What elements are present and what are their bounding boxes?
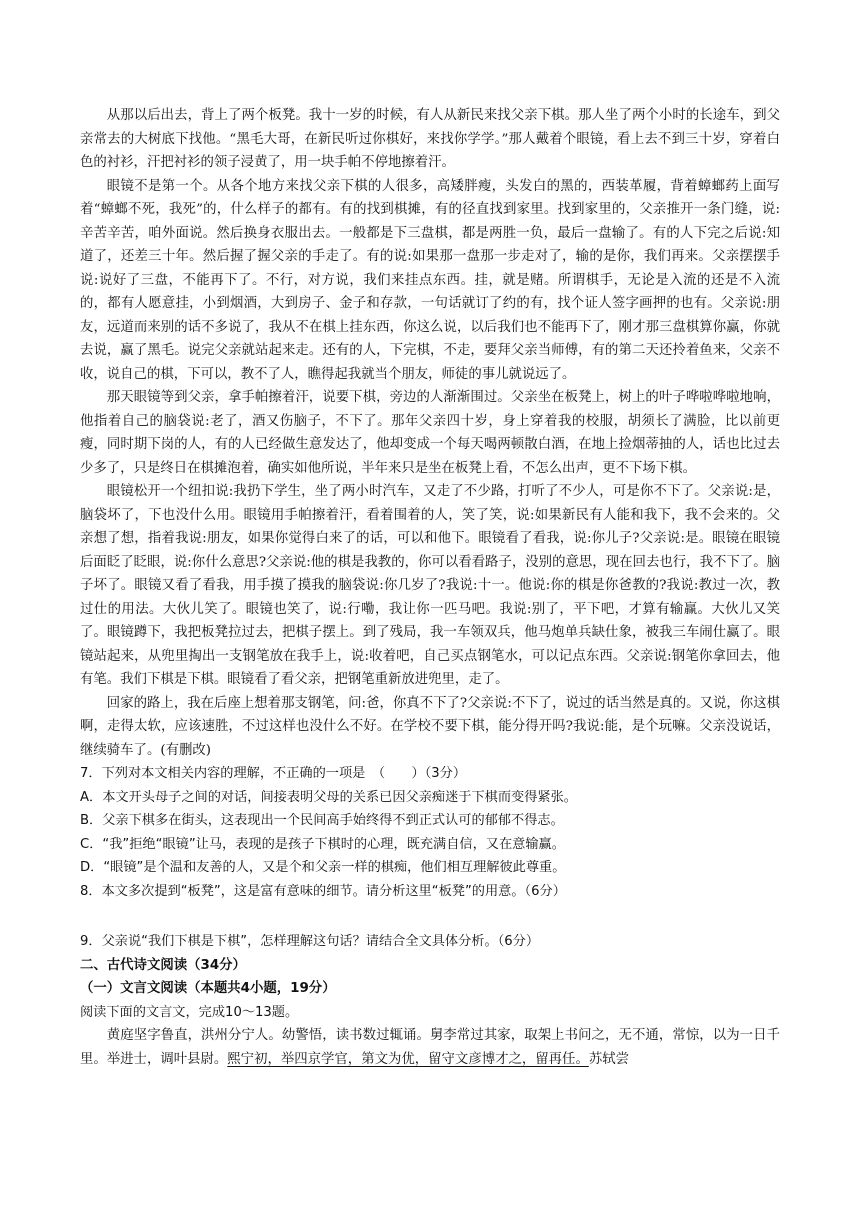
classical-text-tail: 苏轼尝 xyxy=(588,1051,630,1067)
section-2-subtitle: （一）文言文阅读（本题共4小题，19分） xyxy=(80,981,336,996)
question-7-option-a: A．本文开头母子之间的对话，间接表明父母的关系已因父亲痴迷于下棋而变得紧张。 xyxy=(80,789,577,805)
question-7-stem: 7．下列对本文相关内容的理解，不正确的一项是 （ ）（3分） xyxy=(80,766,467,781)
story-paragraph-3: 那天眼镜等到父亲，拿手帕擦着汗，说要下棋，旁边的人渐渐围过。父亲坐在板凳上，树上的叶子哗啦哗啦地响，他指着自己的脑袋说:老了，酒又伤脑子，不下了。那年父亲四十岁，身上穿着我的校服，胡须长了满脸，比以前更瘦，同时期下岗的人，有的人已经做生意发达了，他却变成一个每天喝两顿散白酒，在地上捡烟蒂抽的人，话也比过去少多了，只是终日在棋摊泡着，确实如他所说，半年来只是坐在板凳上看，不怎么出声，更不下场下棋。 xyxy=(80,390,780,476)
question-7-option-b: B．父亲下棋多在街头，这表现出一个民间高手始终得不到正式认可的郁郁不得志。 xyxy=(80,813,564,828)
question-9: 9．父亲说“我们下棋是下棋”，怎样理解这句话？请结合全文具体分析。（6分） xyxy=(80,934,540,949)
classical-text-paragraph xyxy=(80,1024,780,1071)
story-paragraph-4: 眼镜松开一个纽扣说:我扔下学生，坐了两小时汽车，又走了不少路，打听了不少人，可是你不下了。父亲说:是，脑袋坏了，下也没什么用。眼镜用手帕擦着汗，看着围着的人，笑了笑，说:如果新民有人能和我下，我不会来的。父亲想了想，指着我说:朋友，如果你觉得白来了的话，可以和他下。眼镜看了看我，说:你儿子?父亲说:是。眼镜在眼镜后面眨了眨眼，说:你什么意思?父亲说:他的棋是我教的，你可以看看路子，没别的意思，现在回去也行，我不下了。脑子坏了。眼镜又看了看我，用手摸了摸我的脑袋说:你几岁了?我说:十一。他说:你的棋是你爸教的?我说:教过一次，教过仕的用法。大伙儿笑了。眼镜也笑了，说:行嘞，我让你一匹马吧。我说:别了，平下吧，才算有输赢。大伙儿又笑了。眼镜蹲下，我把板凳拉过去，把棋子摆上。到了残局，我一车领双兵，他马炮单兵缺仕象，被我三车闹仕赢了。眼镜站起来，从兜里掏出一支钢笔放在我手上，说:收着吧，自己买点钢笔水，可以记点东西。父亲说:钢笔你拿回去，他有笔。我们下棋是下棋。眼镜看了看父亲，把钢笔重新放进兜里，走了。 xyxy=(80,484,780,687)
question-7-option-d: D．“眼镜”是个温和友善的人，又是个和父亲一样的棋痴，他们相互理解彼此尊重。 xyxy=(80,860,566,875)
answer-space xyxy=(80,903,780,930)
section-2-title: 二、古代诗文阅读（34分） xyxy=(80,957,246,973)
question-7-option-c: C．“我”拒绝“眼镜”让马，表现的是孩子下棋时的心理，既充满自信，又在意输赢。 xyxy=(80,836,565,852)
classical-text-underlined: 熙宁初，举四京学官，第文为优，留守文彦博才之，留再任。 xyxy=(227,1051,589,1067)
question-8: 8．本文多次提到“板凳”，这是富有意味的细节。请分析这里“板凳”的用意。（6分） xyxy=(80,883,566,899)
story-paragraph-2: 眼镜不是第一个。从各个地方来找父亲下棋的人很多，高矮胖瘦，头发白的黑的，西装革履，背着蟑螂药上面写着“蟑螂不死，我死”的，什么样子的都有。有的找到棋摊，有的径直找到家里。找到家里的，父亲推开一条门缝，说:辛苦辛苦，咱外面说。然后换身衣服出去。一般都是下三盘棋，都是两胜一负，最后一盘输了。有的人下完之后说:知道了，还差三十年。然后握了握父亲的手走了。有的说:如果那一盘那一步走对了，输的是你，我们再来。父亲摆摆手说:说好了三盘，不能再下了。不行，对方说，我们来挂点东西。挂，就是赌。所谓棋手，无论是入流的还是不入流的，都有人愿意挂，小到烟酒，大到房子、金子和存款，一句话就订了约的有，找个证人签字画押的也有。父亲说:朋友，远道而来别的话不多说了，我从不在棋上挂东西，你这么说，以后我们也不能再下了，刚才那三盘棋算你赢，你就去说，赢了黑毛。说完父亲就站起来走。还有的人，下完棋，不走，要拜父亲当师傅，有的第二天还拎着鱼来，父亲不收，说自己的棋，下可以，教不了人，瞧得起我就当个朋友，师徒的事儿就说远了。 xyxy=(80,178,780,382)
classical-text-plain: 黄庭坚字鲁直，洪州分宁人。幼警悟，读书数过辄诵。舅李常过其家，取架上书问之，无不通，常惊，以为一日千里。举进士，调叶县尉。 xyxy=(80,1028,780,1067)
section-2-instruction: 阅读下面的文言文，完成10～13题。 xyxy=(80,1004,299,1020)
story-paragraph-1: 从那以后出去，背上了两个板凳。我十一岁的时候，有人从新民来找父亲下棋。那人坐了两个小时的长途车，到父亲常去的大树底下找他。“黑毛大哥，在新民听过你棋好，来找你学学。”那人戴着个眼镜，看上去不到三十岁，穿着白色的衬衫，汗把衬衫的领子浸黄了，用一块手帕不停地擦着汗。 xyxy=(80,108,780,170)
story-paragraph-5: 回家的路上，我在后座上想着那支钢笔，问:爸，你真不下了?父亲说:不下了，说过的话当然是真的。又说，你这棋啊，走得太软，应该速胜，不过这样也没什么不好。在学校不要下棋，能分得开吗?我说:能，是个玩嘛。父亲没说话，继续骑车了。(有删改) xyxy=(80,695,780,758)
